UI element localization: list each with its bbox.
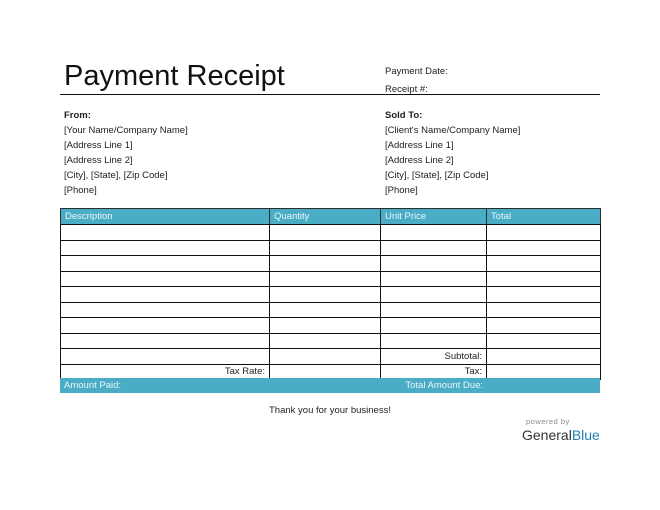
sold-to-line: [City], [State], [Zip Code] xyxy=(385,170,489,181)
unit-price-cell[interactable] xyxy=(381,225,487,241)
total-cell[interactable] xyxy=(487,240,601,256)
column-header-unit-price: Unit Price xyxy=(381,209,487,225)
from-heading: From: xyxy=(64,110,91,121)
tax-rate-label: Tax Rate: xyxy=(61,364,270,380)
tax-label: Tax: xyxy=(381,364,487,380)
sold-to-block xyxy=(385,108,520,198)
brand-general: General xyxy=(522,427,572,443)
totals-bar xyxy=(60,378,600,393)
total-cell[interactable] xyxy=(487,318,601,334)
description-cell[interactable] xyxy=(61,287,270,303)
quantity-cell[interactable] xyxy=(270,302,381,318)
blank-cell xyxy=(61,349,270,365)
unit-price-cell[interactable] xyxy=(381,318,487,334)
table-row xyxy=(61,225,601,241)
unit-price-cell[interactable] xyxy=(381,333,487,349)
subtotal-value[interactable] xyxy=(487,349,601,365)
description-cell[interactable] xyxy=(61,302,270,318)
table-row xyxy=(61,240,601,256)
thank-you-note: Thank you for your business! xyxy=(269,405,391,416)
title-divider xyxy=(60,94,600,95)
table-row xyxy=(61,318,601,334)
total-cell[interactable] xyxy=(487,271,601,287)
quantity-cell[interactable] xyxy=(270,333,381,349)
payment-date-label: Payment Date: xyxy=(385,66,448,77)
table-row xyxy=(61,256,601,272)
from-line: [Address Line 2] xyxy=(64,155,133,166)
from-line: [Your Name/Company Name] xyxy=(64,125,188,136)
description-cell[interactable] xyxy=(61,225,270,241)
sold-to-line: [Address Line 1] xyxy=(385,140,454,151)
powered-by-label: powered by xyxy=(526,417,570,426)
quantity-cell[interactable] xyxy=(270,225,381,241)
table-row xyxy=(61,333,601,349)
description-cell[interactable] xyxy=(61,271,270,287)
line-items-table xyxy=(60,208,601,380)
total-cell[interactable] xyxy=(487,287,601,303)
total-due-label: Total Amount Due: xyxy=(405,380,483,391)
sold-to-line: [Phone] xyxy=(385,185,418,196)
generalblue-logo xyxy=(522,426,600,444)
amount-paid-label: Amount Paid: xyxy=(64,380,122,391)
quantity-cell[interactable] xyxy=(270,318,381,334)
receipt-number-label: Receipt #: xyxy=(385,84,428,95)
receipt-title: Payment Receipt xyxy=(64,60,285,92)
table-row xyxy=(61,302,601,318)
total-cell[interactable] xyxy=(487,333,601,349)
from-line: [Address Line 1] xyxy=(64,140,133,151)
total-cell[interactable] xyxy=(487,256,601,272)
description-cell[interactable] xyxy=(61,256,270,272)
description-cell[interactable] xyxy=(61,318,270,334)
from-line: [City], [State], [Zip Code] xyxy=(64,170,168,181)
column-header-description: Description xyxy=(61,209,270,225)
description-cell[interactable] xyxy=(61,240,270,256)
subtotal-label: Subtotal: xyxy=(381,349,487,365)
from-line: [Phone] xyxy=(64,185,97,196)
unit-price-cell[interactable] xyxy=(381,240,487,256)
column-header-total: Total xyxy=(487,209,601,225)
quantity-cell[interactable] xyxy=(270,271,381,287)
unit-price-cell[interactable] xyxy=(381,271,487,287)
total-cell[interactable] xyxy=(487,302,601,318)
subtotal-row xyxy=(61,349,601,365)
table-header-row xyxy=(61,209,601,225)
quantity-cell[interactable] xyxy=(270,256,381,272)
unit-price-cell[interactable] xyxy=(381,256,487,272)
unit-price-cell[interactable] xyxy=(381,302,487,318)
table-row xyxy=(61,287,601,303)
column-header-quantity: Quantity xyxy=(270,209,381,225)
quantity-cell[interactable] xyxy=(270,240,381,256)
unit-price-cell[interactable] xyxy=(381,287,487,303)
table-row xyxy=(61,271,601,287)
sold-to-heading: Sold To: xyxy=(385,110,423,121)
blank-cell xyxy=(270,349,381,365)
from-block xyxy=(64,108,188,198)
sold-to-line: [Client's Name/Company Name] xyxy=(385,125,521,136)
quantity-cell[interactable] xyxy=(270,287,381,303)
brand-blue: Blue xyxy=(571,427,600,443)
sold-to-line: [Address Line 2] xyxy=(385,155,454,166)
total-cell[interactable] xyxy=(487,225,601,241)
description-cell[interactable] xyxy=(61,333,270,349)
